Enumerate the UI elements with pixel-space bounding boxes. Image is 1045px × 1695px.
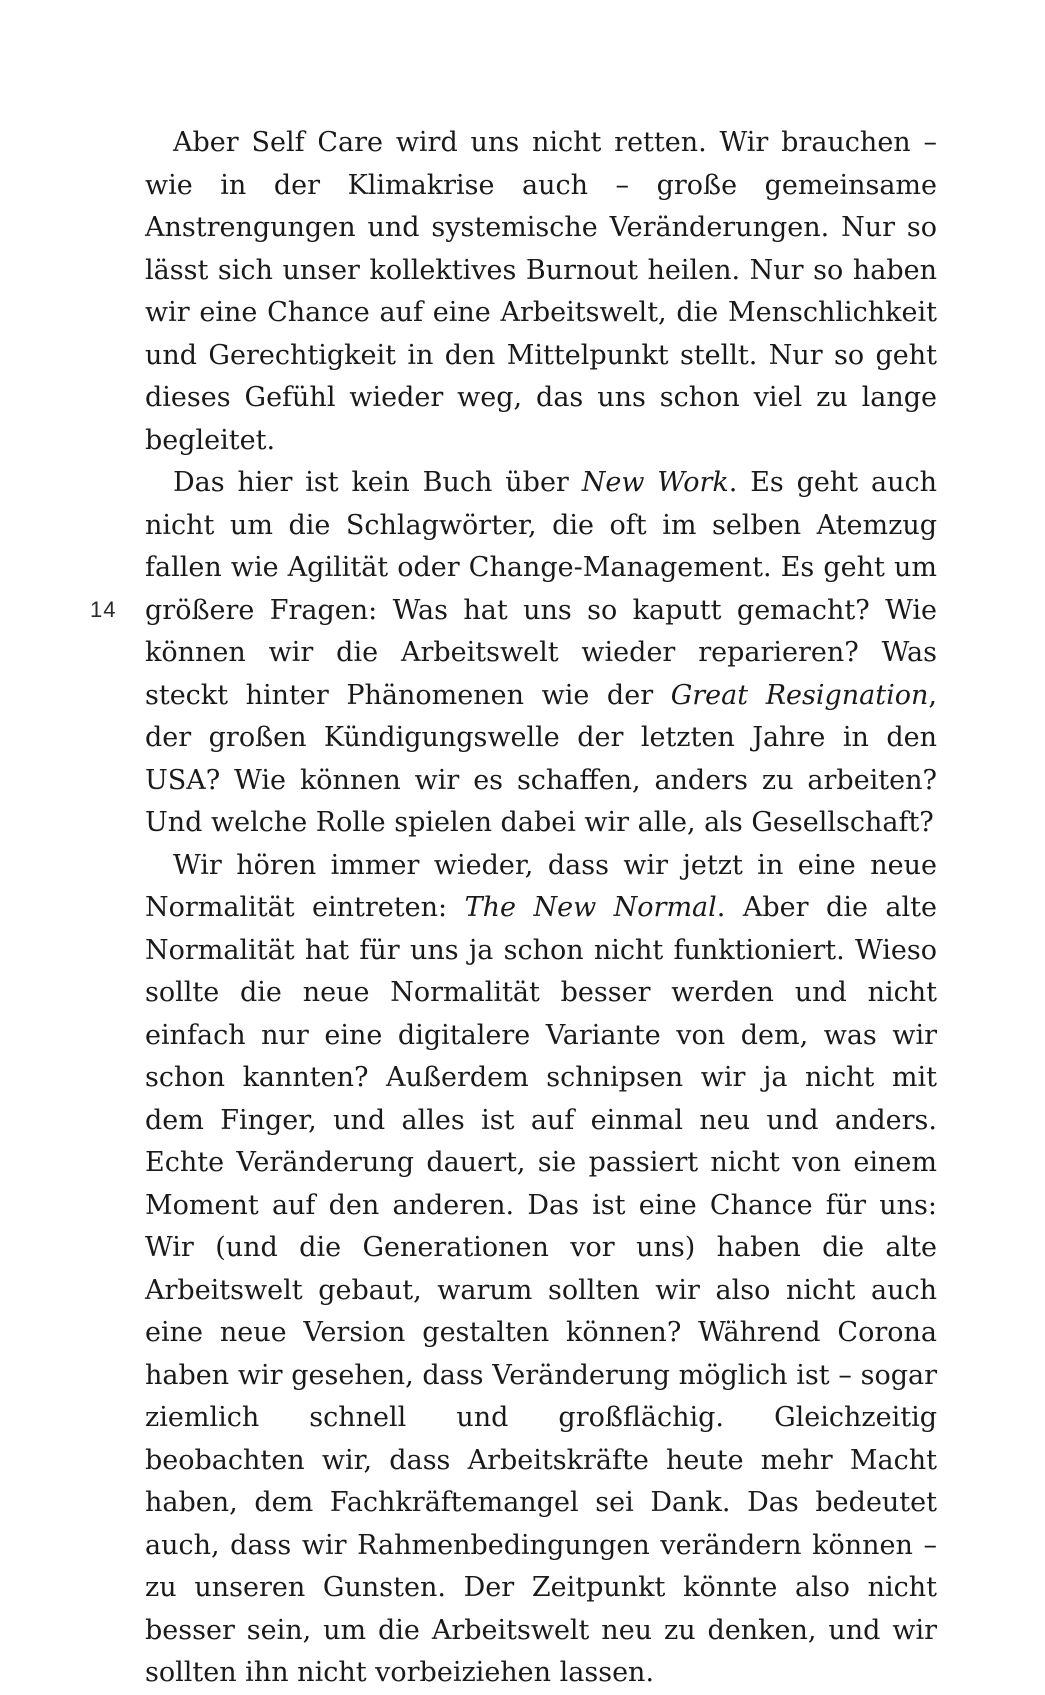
italic-text: Great Resignation xyxy=(670,679,929,711)
paragraph xyxy=(145,845,937,1695)
text-run: , der großen Kündigungswelle der letzten Jahre in den USA? Wie können wir es schaffen, anders zu arbeiten? Und welche Rolle spielen dabei wir alle, als Gesellschaft? xyxy=(145,679,937,838)
italic-text: New Work xyxy=(581,467,729,498)
paragraph xyxy=(145,462,937,845)
text-run: . Es geht auch nicht um die Schlagwörter, die oft im selben Atemzug fallen wie Agilität oder Change-Management. Es geht um größere Fragen: Was hat uns so kaputt gemacht? Wie können wir die Arbeitswelt wieder reparieren? Was steckt hinter Phänomenen wie der xyxy=(145,467,937,711)
paragraph xyxy=(145,122,937,462)
text-run: Das hier ist kein Buch über xyxy=(173,467,582,498)
text-run: Wir hören immer wieder, dass wir jetzt in eine neue Normalität eintreten: xyxy=(145,849,937,923)
body-text xyxy=(145,122,937,1695)
text-run: Aber Self Care wird uns nicht retten. Wir brauchen – wie in der Klimakrise auch – große gemeinsame Anstrengungen und systemische Veränderungen. Nur so lässt sich unser kollektives Burnout heilen. Nur so haben wir eine Chance auf eine Arbeitswelt, die Menschlichkeit und Gerechtigkeit in den Mittelpunkt stellt. Nur so geht dieses Gefühl wieder weg, das uns schon viel zu lange begleitet. xyxy=(145,127,937,456)
page-number: 14 xyxy=(90,597,117,622)
text-run: . Aber die alte Normalität hat für uns ja schon nicht funktioniert. Wieso sollte die neue Normalität besser werden und nicht einfach nur eine digitalere Variante von dem, was wir schon kannten? Außerdem schnipsen wir ja nicht mit dem Finger, und alles ist auf einmal neu und anders. Echte Veränderung dauert, sie passiert nicht von einem Moment auf den anderen. Das ist eine Chance für uns: Wir (und die Generationen vor uns) haben die alte Arbeitswelt gebaut, warum sollten wir also nicht auch eine neue Version gestalten können? Während Corona haben wir gesehen, dass Veränderung möglich ist – sogar ziemlich schnell und großflächig. Gleichzeitig beobachten wir, dass Arbeitskräfte heute mehr Macht haben, dem Fachkräftemangel sei Dank. Das bedeutet auch, dass wir Rahmenbedingungen verändern können – zu unseren Gunsten. Der Zeitpunkt könnte also nicht besser sein, um die Arbeitswelt neu zu denken, und wir sollten ihn nicht vorbeiziehen lassen. xyxy=(145,892,937,1688)
italic-text: The New Normal xyxy=(464,892,717,923)
